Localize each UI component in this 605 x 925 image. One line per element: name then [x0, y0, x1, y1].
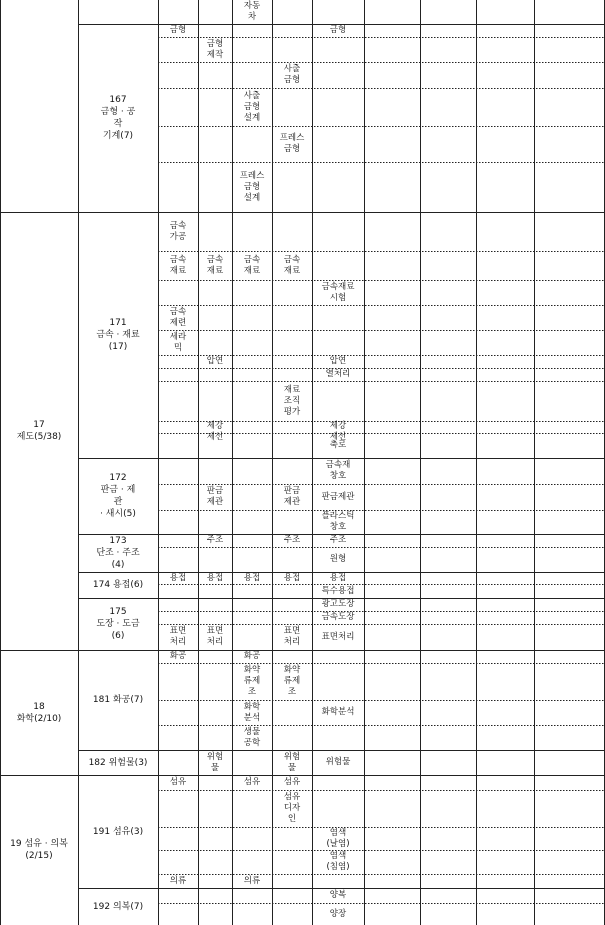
table-cell: 용접: [243, 572, 261, 583]
table-cell: 염색 (날염): [326, 827, 350, 849]
subgroup-label-line: 금속 · 재료: [96, 330, 140, 340]
subgroup-label-line: 판금 · 제: [100, 485, 136, 495]
table-cell: 금속 제련: [169, 306, 187, 328]
subgroup-label-line: 181 화공(7): [92, 695, 144, 705]
domain-label-line: 17: [33, 420, 45, 430]
table-cell: 금속재료 시험: [321, 281, 355, 303]
subgroup-label-line: (4): [111, 560, 125, 570]
table-cell: 위험 물: [206, 751, 224, 773]
table-cell: 섬유 디자 인: [283, 792, 301, 824]
table-cell: 용접: [206, 572, 224, 583]
table-cell: 특수용접: [321, 585, 355, 596]
table-cell: 주조: [283, 535, 301, 545]
domain-label: [0, 838, 78, 862]
table-cell: 원형: [329, 554, 347, 564]
domain-label-line: (2/15): [25, 851, 53, 861]
table-cell: 금속 재료: [169, 254, 187, 276]
subgroup-label-line: 191 섬유(3): [92, 826, 144, 837]
subgroup-label: [78, 579, 158, 591]
subgroup-label-line: 167: [109, 95, 127, 105]
table-cell: 금속재 창호: [325, 460, 351, 481]
table-cell: 섬유: [169, 777, 187, 787]
subgroup-label-line: 174 용접(6): [92, 580, 144, 590]
subgroup-label-line: 관: [113, 497, 123, 507]
subgroup-label: [78, 757, 158, 769]
table-cell: 제강 제선: [329, 421, 347, 442]
subgroup-label-line: 175: [109, 607, 127, 617]
table-cell: 판금 제관: [206, 486, 224, 507]
table-cell: 화약 류제 조: [283, 665, 301, 697]
table-cell: 프레스 금형: [279, 133, 305, 154]
table-cell: 화공: [243, 651, 261, 661]
subgroup-label: [78, 901, 158, 913]
table-cell: 양복: [329, 890, 347, 900]
table-cell: 플라스틱 창호: [321, 511, 355, 532]
subgroup-label: [78, 317, 158, 353]
table-cell: 생물 공학: [243, 726, 261, 748]
table-cell: 금속도장: [321, 612, 355, 622]
subgroup-label: [78, 606, 158, 642]
subgroup-label-line: · 새시(5): [100, 509, 136, 519]
subgroup-label: [78, 826, 158, 838]
table-cell: 판금 제관: [283, 486, 301, 507]
subgroup-label-line: (17): [108, 342, 128, 352]
table-cell: 표면처리: [321, 631, 355, 642]
table-cell: 섬유: [243, 777, 261, 787]
table-cell: 금속 재료: [206, 254, 224, 276]
table-cell: 용접: [329, 572, 347, 583]
table-cell: 의류: [169, 875, 187, 886]
table-cell: 양장: [329, 908, 347, 919]
table-cell: 세라 믹: [169, 331, 187, 353]
table-cell: 주조: [206, 535, 224, 545]
table-cell: 압연: [206, 356, 224, 366]
domain-label-line: 19 섬유 · 의복: [10, 839, 68, 849]
subgroup-label: [78, 535, 158, 571]
table-cell: 판금제관: [321, 491, 355, 502]
subgroup-label: [78, 694, 158, 706]
table-cell: 제강 제선: [206, 421, 224, 442]
table-cell: 화학분석: [321, 707, 355, 717]
subgroup-label-line: 172: [109, 473, 127, 483]
table-cell: 화공: [169, 651, 187, 661]
subgroup-label-line: 도장 · 도금: [96, 619, 140, 629]
domain-label-line: 화학(2/10): [16, 713, 62, 724]
table-cell: 용접: [169, 572, 187, 583]
subgroup-label-line: 182 위험물(3): [88, 757, 148, 768]
subgroup-label-line: 173: [109, 536, 127, 546]
table-cell: 표면 처리: [283, 626, 301, 647]
table-cell: 축로: [329, 440, 347, 450]
table-cell: 재료 조직 평가: [283, 384, 301, 417]
table-cell: 광고도장: [321, 599, 355, 609]
table-cell: 위험 물: [283, 751, 301, 773]
table-cell: 사출 금형 설계: [243, 90, 261, 123]
table-cell: 사출 금형: [283, 64, 301, 85]
domain-label-line: 제도(5/38): [16, 432, 62, 442]
subgroup-label: [78, 472, 158, 520]
subgroup-label-line: 기계(7): [102, 131, 134, 141]
table-cell: 열처리: [325, 369, 351, 379]
table-cell: 용접: [283, 572, 301, 583]
subgroup-label-line: 금형 · 공: [100, 107, 136, 117]
table-cell: 표면 처리: [169, 626, 187, 647]
domain-label: [0, 701, 78, 725]
table-cell: 금속 재료: [283, 254, 301, 276]
subgroup-label-line: 192 의복(7): [92, 901, 144, 912]
domain-label-line: 18: [33, 701, 45, 712]
table-cell: 의류: [243, 875, 261, 886]
subgroup-label-line: 작: [113, 119, 123, 129]
table-cell: 표면 처리: [206, 626, 224, 647]
table-cell: 자동 차: [243, 1, 261, 22]
table-cell: 섬유: [283, 777, 301, 787]
table-cell: 화약 류제 조: [243, 665, 261, 697]
table-cell: 주조: [329, 535, 347, 545]
subgroup-label-line: (6): [111, 631, 125, 641]
table-cell: 금형: [329, 25, 347, 35]
table-cell: 위험물: [325, 757, 351, 767]
subgroup-label-line: 171: [109, 318, 127, 328]
table-cell: 금속 재료: [243, 254, 261, 276]
table-cell: 화학 분석: [243, 701, 261, 723]
table-cell: 금속 가공: [169, 220, 187, 242]
table-cell: 금형 제작: [206, 38, 224, 60]
domain-label: [0, 419, 78, 443]
table-cell: 금형: [169, 25, 187, 35]
table-cell: 압연: [329, 356, 347, 366]
table-cell: 프레스 금형 설계: [239, 170, 265, 203]
subgroup-label: [78, 94, 158, 142]
subgroup-label-line: 단조 · 주조: [96, 548, 140, 558]
table-cell: 염색 (침염): [326, 851, 350, 872]
